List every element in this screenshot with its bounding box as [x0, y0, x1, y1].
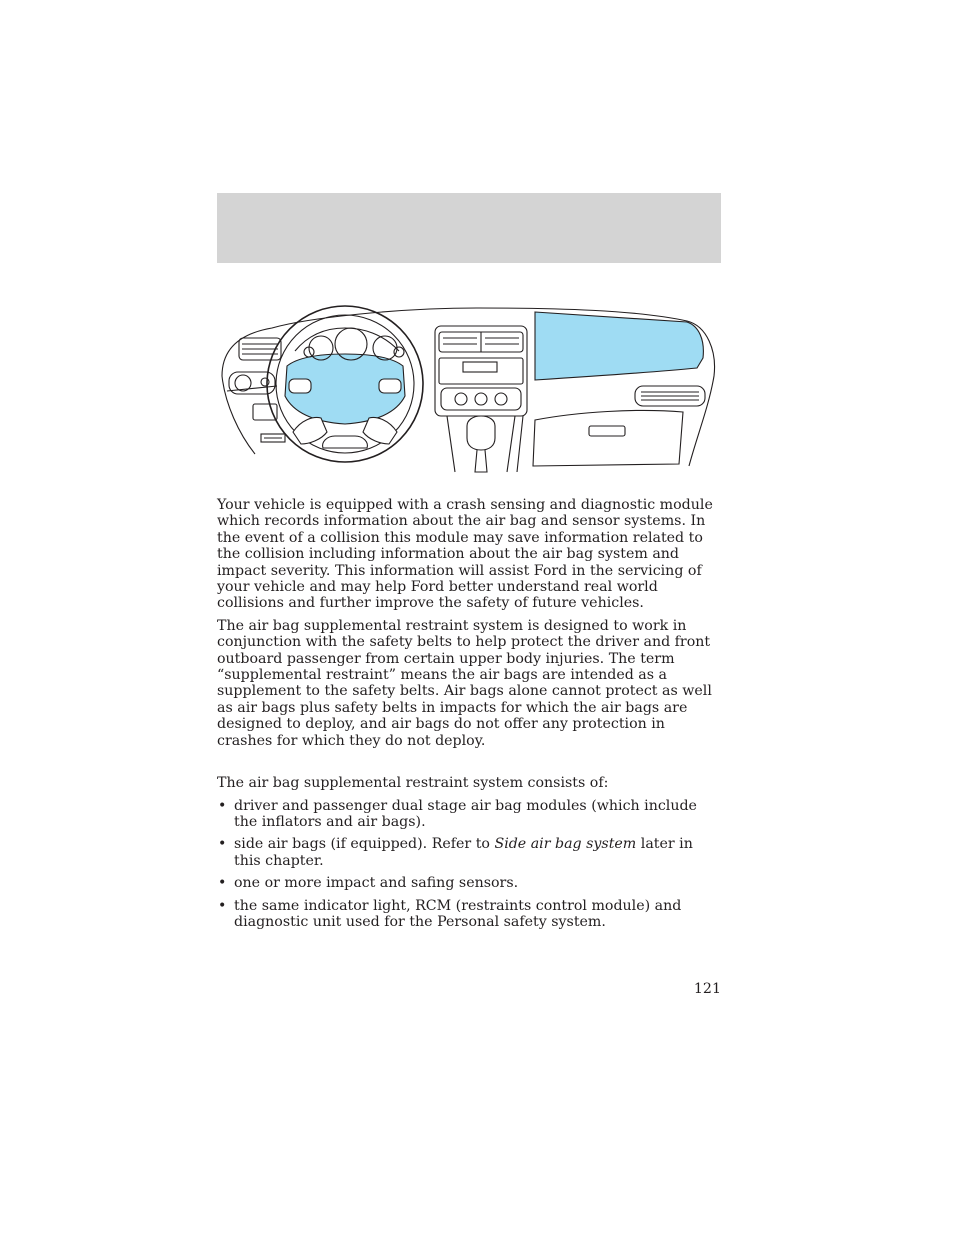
list-item	[217, 836, 721, 869]
glove-box-latch	[589, 426, 625, 436]
bullet-dot: •	[218, 797, 227, 814]
list-item	[217, 898, 721, 931]
list-item	[217, 798, 721, 831]
bullet-dot: •	[218, 875, 227, 892]
passenger-airbag	[535, 312, 703, 380]
paragraph-system-consists: The air bag supplemental restraint system consists of:	[217, 775, 609, 792]
dashboard-airbag-illustration	[217, 296, 721, 486]
gear-shifter	[467, 416, 495, 450]
climate-controls	[441, 388, 521, 410]
page-number: 121	[693, 981, 721, 997]
cross-reference: Side air bag system	[494, 836, 637, 853]
section-header-band	[217, 193, 721, 263]
list-item-text: side air bags (if equipped). Refer to	[234, 836, 495, 853]
glove-box	[533, 410, 683, 466]
bullet-dot: •	[218, 897, 227, 914]
body-text	[217, 497, 721, 936]
list-item-text: driver and passenger dual stage air bag modules (which include the inflators and air bags).	[234, 797, 697, 830]
component-list	[217, 798, 721, 931]
list-item	[217, 875, 721, 891]
list-item-text: later in this chapter.	[234, 836, 693, 869]
list-item-text: one or more impact and safing sensors.	[234, 875, 519, 892]
paragraph-supplemental-restraint: The air bag supplemental restraint system is designed to work in conjunction with the safety belts to help protect the driver and front outboard passenger from certain upper body injuries. The term “supplemental restraint” means the air bags are intended as a supplement to the safety belts. Air bags alone cannot protect as well as air bags plus safety belts in impacts for which the air bags are designed to deploy, and air bags do not offer any protection in crashes for which they do not deploy.	[217, 617, 712, 749]
paragraph-crash-module: Your vehicle is equipped with a crash sensing and diagnostic module which records information about the air bag and sensor systems. In the event of a collision this module may save information related to the collision including information about the air bag system and impact severity. This information will assist Ford in the servicing of your vehicle and may help Ford better understand real world collisions and further improve the safety of future vehicles.	[217, 497, 713, 612]
list-item-text: the same indicator light, RCM (restraints control module) and diagnostic unit used for the Personal safety system.	[234, 897, 682, 930]
bullet-dot: •	[218, 836, 227, 853]
